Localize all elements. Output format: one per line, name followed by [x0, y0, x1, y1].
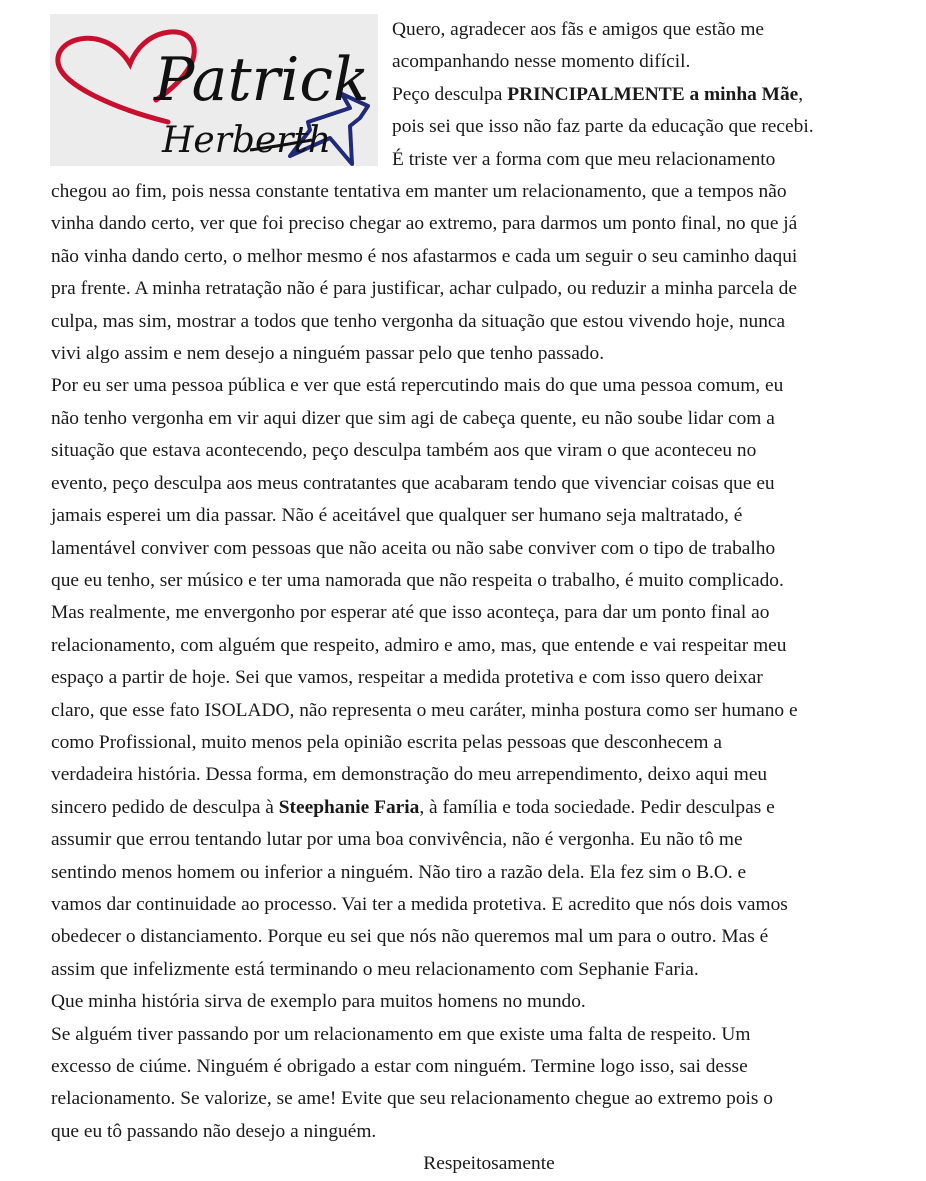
- paragraph-2-end: [51, 824, 887, 986]
- named-line: [51, 792, 887, 824]
- text-line: Por eu ser uma pessoa pública e ver que está repercutindo mais do que uma pessoa comum, eu: [51, 375, 784, 397]
- text-line: sentindo menos homem ou inferior a ninguém. Não tiro a razão dela. Ela fez sim o B.O. e: [51, 861, 747, 883]
- text-line: verdadeira história. Dessa forma, em demonstração do meu arrependimento, deixo aqui meu: [51, 764, 768, 786]
- text-line: assim que infelizmente está terminando o meu relacionamento com Sephanie Faria.: [51, 958, 699, 980]
- text-line: culpa, mas sim, mostrar a todos que tenho vergonha da situação que estou vivendo hoje, nunca: [51, 310, 786, 332]
- text-line: que eu tenho, ser músico e ter uma namorada que não respeita o trabalho, é muito complicado.: [51, 569, 784, 591]
- paragraph-4: [51, 1019, 887, 1149]
- named-line-suffix: , à família e toda sociedade. Pedir desculpas e: [419, 796, 775, 818]
- text-line: É triste ver a forma com que meu relacionamento: [392, 148, 776, 170]
- svg-text:Herberth: Herberth: [162, 120, 332, 161]
- apology-prefix: Peço desculpa: [392, 83, 508, 105]
- text-line: como Profissional, muito menos pela opinião escrita pelas pessoas que desconhecem a: [51, 731, 722, 753]
- text-line: vinha dando certo, ver que foi preciso chegar ao extremo, para darmos um ponto final, no que já: [51, 213, 798, 235]
- text-line: relacionamento, com alguém que respeito, admiro e amo, mas, que entende e vai respeitar meu: [51, 634, 787, 656]
- apology-emphasis: PRINCIPALMENTE a minha Mãe: [507, 83, 799, 105]
- text-line: situação que estava acontecendo, peço desculpa também aos que viram o que aconteceu no: [51, 440, 757, 462]
- text-line: que eu tô passando não desejo a ninguém.: [51, 1120, 377, 1142]
- intro-line: Quero, agradecer aos fãs e amigos que estão me: [392, 19, 765, 40]
- svg-text:Patrick: Patrick: [154, 45, 370, 115]
- apology-suffix: ,: [798, 83, 804, 105]
- text-line: chegou ao fim, pois nessa constante tentativa em manter um relacionamento, que a tempos não: [51, 181, 787, 203]
- text-line: não vinha dando certo, o melhor mesmo é nos afastarmos e cada um seguir o seu caminho daqui: [51, 245, 798, 267]
- text-line: jamais esperei um dia passar. Não é aceitável que qualquer ser humano seja maltratado, é: [51, 505, 743, 527]
- text-line: Mas realmente, me envergonho por esperar até que isso aconteça, para dar um ponto final ao: [51, 602, 770, 624]
- text-line: vivi algo assim e nem desejo a ninguém passar pelo que tenho passado.: [51, 343, 605, 365]
- paragraph-3: [51, 986, 887, 1018]
- text-line: pra frente. A minha retratação não é para justificar, achar culpado, ou reduzir a minha parcela de: [51, 278, 797, 300]
- named-line-prefix: sincero pedido de desculpa à: [51, 796, 279, 818]
- text-line: pois sei que isso não faz parte da educação que recebi.: [392, 116, 814, 138]
- text-line: Se alguém tiver passando por um relacionamento em que existe uma falta de respeito. Um: [51, 1023, 751, 1045]
- named-person: Steephanie Faria: [278, 796, 420, 818]
- text-line: excesso de ciúme. Ninguém é obrigado a estar com ninguém. Termine logo isso, sai desse: [51, 1056, 748, 1077]
- patrick-herberth-logo: [50, 14, 378, 166]
- text-line: obedecer o distanciamento. Porque eu sei que nós não queremos mal um para o outro. Mas é: [51, 926, 769, 948]
- text-line: evento, peço desculpa aos meus contratantes que acabaram tendo que vivenciar coisas que eu: [51, 472, 775, 494]
- text-line: Que minha história sirva de exemplo para muitos homens no mundo.: [51, 991, 586, 1013]
- paragraph-2: [51, 370, 887, 791]
- text-line: lamentável conviver com pessoas que não aceita ou não sabe conviver com o tipo de trabalho: [51, 537, 776, 559]
- text-line: relacionamento. Se valorize, se ame! Evite que seu relacionamento chegue ao extremo pois o: [51, 1088, 774, 1110]
- text-line: vamos dar continuidade ao processo. Vai ter a medida protetiva. E acredito que nós dois vamos: [51, 893, 788, 915]
- closing-signature: Respeitosamente: [423, 1153, 555, 1175]
- letter: [51, 14, 887, 1175]
- paragraph-1: [51, 176, 887, 370]
- text-line: não tenho vergonha em vir aqui dizer que sim agi de cabeça quente, eu não soube lidar com a: [51, 407, 775, 429]
- intro-line: acompanhando nesse momento difícil.: [392, 51, 691, 73]
- text-line: assumir que errou tentando lutar por uma boa convivência, não é vergonha. Eu não tô me: [51, 829, 743, 851]
- text-line: espaço a partir de hoje. Sei que vamos, respeitar a medida protetiva e com isso quero deixar: [51, 667, 763, 689]
- text-line: claro, que esse fato ISOLADO, não representa o meu caráter, minha postura como ser humano e: [51, 699, 798, 721]
